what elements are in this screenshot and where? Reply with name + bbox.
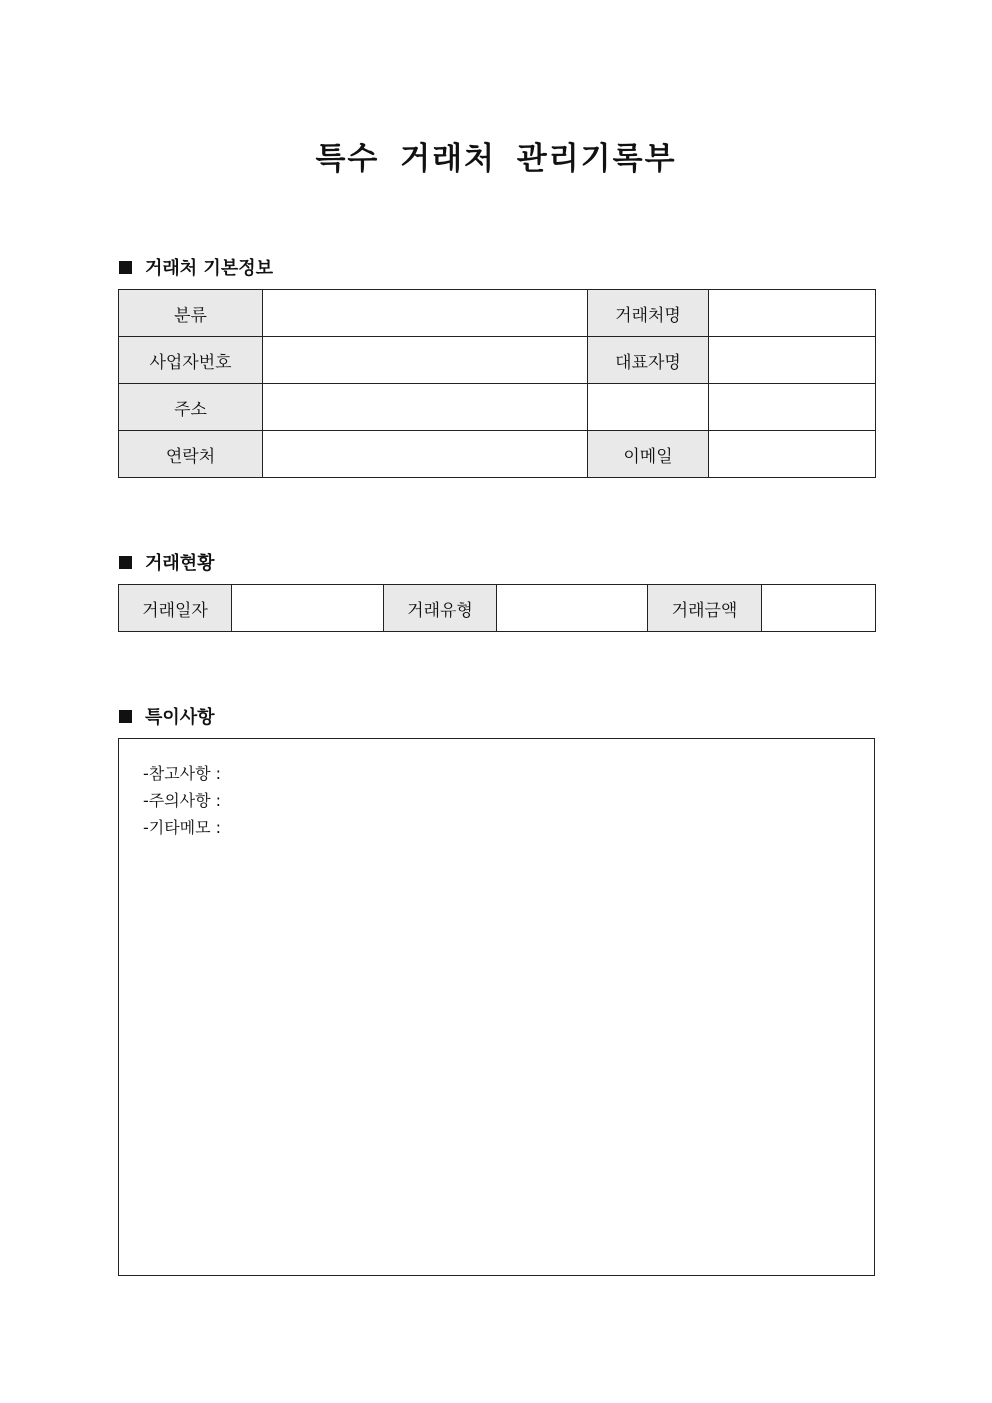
remarks-line-other-memo: -기타메모 : <box>143 818 222 837</box>
field-category[interactable] <box>263 290 588 337</box>
section-heading-remarks <box>119 703 215 729</box>
section-heading-basic-info <box>119 254 273 280</box>
label-email: 이메일 <box>588 431 709 478</box>
table-row <box>119 384 876 431</box>
label-trade-date: 거래일자 <box>119 585 232 632</box>
label-representative: 대표자명 <box>588 337 709 384</box>
square-bullet-icon <box>119 261 132 274</box>
remarks-line-reference: -참고사항 : <box>143 764 222 783</box>
label-contact: 연락처 <box>119 431 263 478</box>
section-heading-label: 특이사항 <box>145 707 215 728</box>
label-category: 분류 <box>119 290 263 337</box>
section-heading-label: 거래현황 <box>145 553 215 574</box>
label-address: 주소 <box>119 384 263 431</box>
field-empty-value[interactable] <box>709 384 876 431</box>
document-title: 특수 거래처 관리기록부 <box>315 141 677 177</box>
label-business-number: 사업자번호 <box>119 337 263 384</box>
remarks-lines <box>143 760 221 841</box>
table-row <box>119 585 876 632</box>
field-trade-type[interactable] <box>497 585 648 632</box>
section-heading-label: 거래처 기본정보 <box>145 258 273 279</box>
remarks-line-caution: -주의사항 : <box>143 791 222 810</box>
basic-info-table <box>118 289 876 478</box>
field-contact[interactable] <box>263 431 588 478</box>
field-business-number[interactable] <box>263 337 588 384</box>
square-bullet-icon <box>119 710 132 723</box>
field-representative[interactable] <box>709 337 876 384</box>
section-heading-trade-status <box>119 549 215 575</box>
field-email[interactable] <box>709 431 876 478</box>
field-empty-label[interactable] <box>588 384 709 431</box>
remarks-box[interactable] <box>118 738 875 1276</box>
table-row <box>119 431 876 478</box>
field-company-name[interactable] <box>709 290 876 337</box>
field-trade-amount[interactable] <box>762 585 876 632</box>
field-address[interactable] <box>263 384 588 431</box>
label-company-name: 거래처명 <box>588 290 709 337</box>
table-row <box>119 290 876 337</box>
table-row <box>119 337 876 384</box>
label-trade-amount: 거래금액 <box>648 585 762 632</box>
square-bullet-icon <box>119 556 132 569</box>
trade-status-table <box>118 584 876 632</box>
field-trade-date[interactable] <box>232 585 384 632</box>
label-trade-type: 거래유형 <box>384 585 497 632</box>
